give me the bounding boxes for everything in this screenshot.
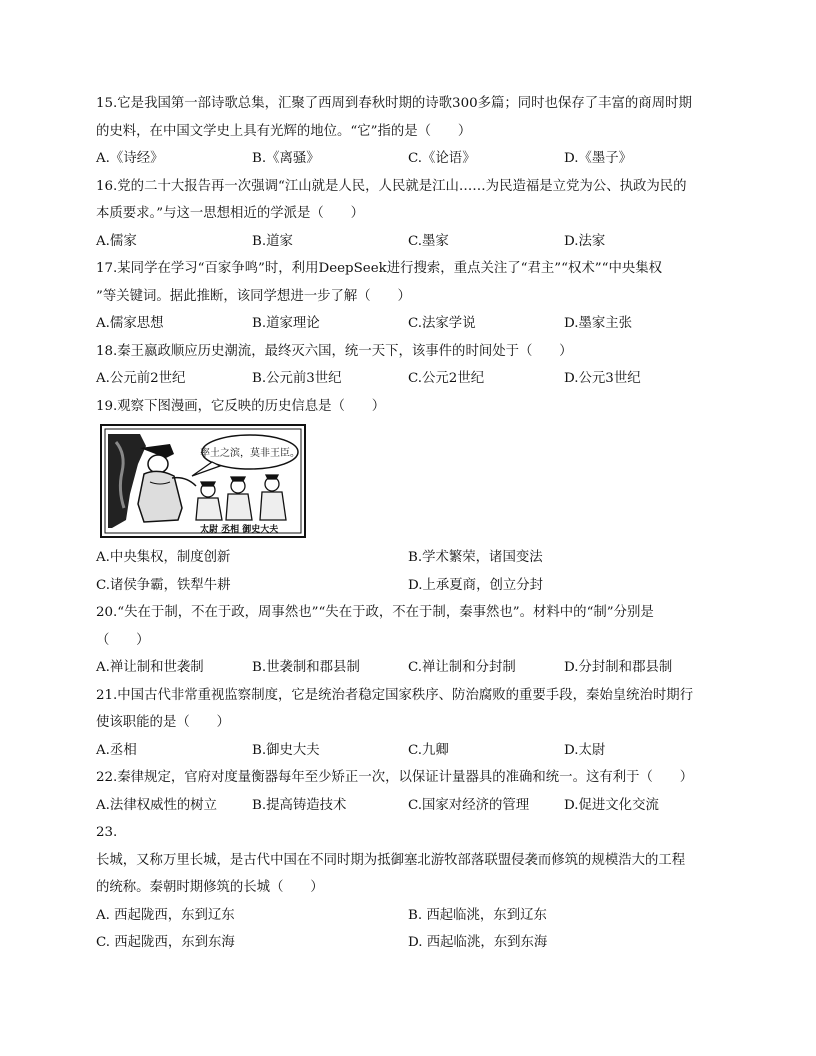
question-22-option-a: A.法律权威性的树立	[96, 797, 218, 813]
question-18-option-d: D.公元3世纪	[564, 371, 641, 386]
question-23-options-row-2	[96, 929, 724, 957]
question-20-options	[96, 654, 724, 682]
question-23-number: 23.	[96, 825, 118, 840]
question-15-option-b: B.《离骚》	[252, 151, 320, 166]
question-16-option-a: A.儒家	[96, 233, 137, 249]
question-23-stem-line-1: 长城，又称万里长城，是古代中国在不同时期为抵御塞北游牧部落联盟侵袭而修筑的规模浩大的工程	[96, 852, 686, 868]
question-15-stem-line-2: 的史料，在中国文学史上具有光辉的地位。“它”指的是（ ）	[96, 123, 472, 139]
question-21-option-b: B.御史大夫	[252, 742, 320, 758]
question-23-options-row-1	[96, 902, 724, 930]
question-21-option-c: C.九卿	[408, 742, 449, 758]
question-19-option-b: B.学术繁荣，诸国变法	[408, 550, 543, 565]
question-23-option-d: D. 西起临洮，东到东海	[408, 935, 548, 950]
question-21-option-d: D.太尉	[564, 742, 606, 758]
question-23-option-a: A. 西起陇西，东到辽东	[96, 907, 235, 923]
question-19-stem-line-1: 19.观察下图漫画，它反映的历史信息是（ ）	[96, 398, 386, 414]
question-20-option-d: D.分封制和郡县制	[564, 660, 673, 675]
question-15-option-c: C.《论语》	[408, 151, 476, 166]
question-16-option-c: C.墨家	[408, 233, 449, 249]
question-22-option-c: C.国家对经济的管理	[408, 797, 530, 813]
question-22-option-b: B.提高铸造技术	[252, 797, 347, 813]
question-18-option-a: A.公元前2世纪	[96, 371, 186, 386]
question-21-option-a: A.丞相	[96, 742, 137, 758]
cartoon-caption-text: 太尉 丞相 御史大夫	[200, 525, 279, 535]
question-18-option-c: C.公元2世纪	[408, 371, 485, 386]
question-18-options	[96, 365, 724, 393]
question-15-stem-line-1: 15.它是我国第一部诗歌总集，汇聚了西周到春秋时期的诗歌300多篇；同时也保存了丰富的商周时期	[96, 96, 692, 111]
question-20-stem-line-1: 20.“失在于制，不在于政，周事然也”“失在于政，不在于制，秦事然也”。材料中的“制”分别是	[96, 605, 654, 620]
question-17-stem-line-1: 17.某同学在学习“百家争鸣”时，利用DeepSeek进行搜索，重点关注了“君主”“权术”“中央集权	[96, 261, 663, 276]
question-23-option-b: B. 西起临洮，东到辽东	[408, 907, 547, 923]
question-19-options-row-2	[96, 572, 724, 600]
question-23-option-c: C. 西起陇西，东到东海	[96, 935, 235, 950]
question-19-option-c: C.诸侯争霸，铁犁牛耕	[96, 577, 231, 593]
question-17-option-b: B.道家理论	[252, 316, 320, 331]
question-22-option-d: D.促进文化交流	[564, 797, 659, 813]
question-20-stem-line-2: （ ）	[96, 632, 150, 648]
question-23-stem-line-2: 的统称。秦朝时期修筑的长城（ ）	[96, 880, 324, 895]
question-16-stem-line-2: 本质要求。”与这一思想相近的学派是（ ）	[96, 206, 364, 221]
question-16-option-b: B.道家	[252, 233, 293, 249]
question-20-option-b: B.世袭制和郡县制	[252, 660, 360, 675]
question-16-stem-line-1: 16.党的二十大报告再一次强调“江山就是人民，人民就是江山……为民造福是立党为公、执政为民的	[96, 178, 687, 194]
question-16-option-d: D.法家	[564, 233, 606, 249]
question-15-option-a: A.《诗经》	[96, 151, 164, 166]
question-15-options	[96, 145, 724, 173]
question-17-option-a: A.儒家思想	[96, 316, 164, 331]
question-20-option-a: A.禅让制和世袭制	[96, 660, 204, 675]
question-22-options	[96, 792, 724, 820]
question-22-stem-line-1: 22.秦律规定，官府对度量衡器每年至少矫正一次，以保证计量器具的准确和统一。这有利于（ ）	[96, 770, 694, 785]
question-17-options	[96, 310, 724, 338]
question-16-options	[96, 228, 724, 256]
question-19-options-row-1	[96, 544, 724, 572]
question-17-stem-line-2: ”等关键词。据此推断，该同学想进一步了解（ ）	[96, 288, 411, 304]
question-21-options	[96, 737, 724, 765]
question-21-stem-line-2: 使该职能的是（ ）	[96, 715, 230, 730]
exam-page	[96, 90, 724, 957]
question-18-stem-line-1: 18.秦王嬴政顺应历史潮流，最终灭六国，统一天下，该事件的时间处于（ ）	[96, 343, 573, 359]
cartoon-speech-text: 率土之滨，莫非王臣。	[200, 448, 300, 459]
question-17-option-c: C.法家学说	[408, 316, 476, 331]
question-19-option-d: D.上承夏商，创立分封	[408, 577, 544, 593]
question-18-option-b: B.公元前3世纪	[252, 371, 342, 386]
question-21-stem-line-1: 21.中国古代非常重视监察制度，它是统治者稳定国家秩序、防治腐败的重要手段，秦始皇统治时期行	[96, 687, 694, 703]
question-15-option-d: D.《墨子》	[564, 151, 633, 166]
question-19-cartoon-image	[100, 424, 306, 538]
question-19-option-a: A.中央集权，制度创新	[96, 550, 231, 565]
question-20-option-c: C.禅让制和分封制	[408, 660, 516, 675]
question-17-option-d: D.墨家主张	[564, 316, 633, 331]
